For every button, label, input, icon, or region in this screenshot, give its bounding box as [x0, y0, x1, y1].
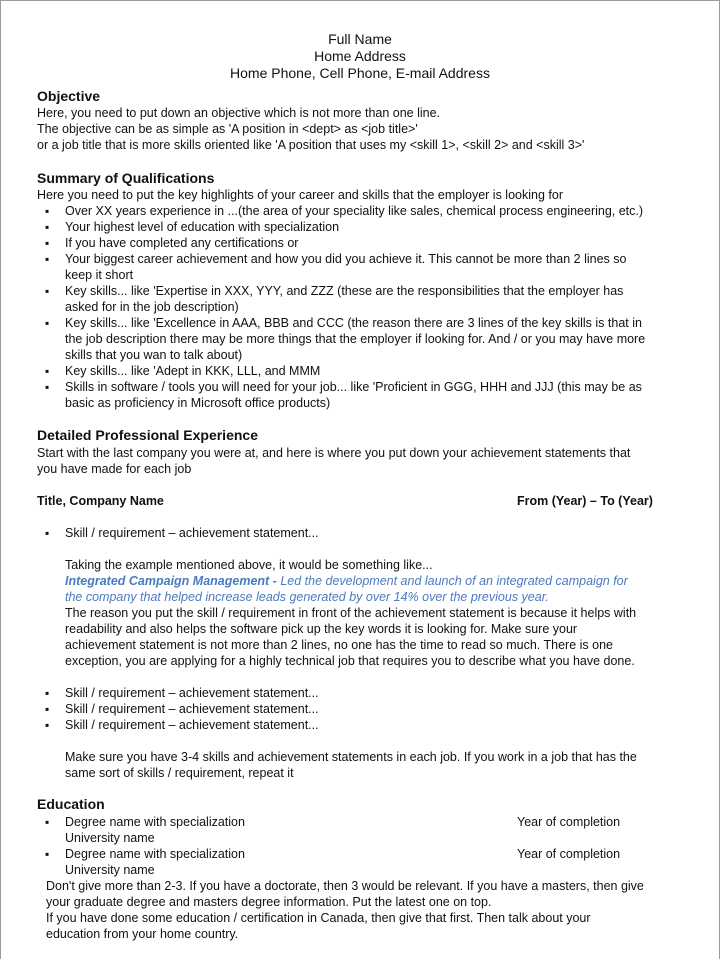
- summary-item: Your highest level of education with specialization: [65, 220, 340, 234]
- contact-info: Home Phone, Cell Phone, E-mail Address: [230, 65, 490, 81]
- bullet-icon: ▪: [45, 220, 50, 234]
- example-line: [65, 573, 628, 589]
- experience-intro: you have made for each job: [37, 462, 192, 476]
- bullet-icon: ▪: [45, 702, 50, 716]
- bullet-icon: ▪: [45, 204, 50, 218]
- university-name: University name: [65, 863, 155, 877]
- education-note: If you have done some education / certification in Canada, then give that first. Then talk about your: [46, 911, 591, 925]
- education-note: your graduate degree and masters degree information. Put the latest one on top.: [46, 895, 492, 909]
- degree-year: Year of completion: [517, 847, 621, 861]
- bullet-icon: ▪: [45, 364, 50, 378]
- reason-line: The reason you put the skill / requirement in front of the achievement statement is because it helps with: [65, 606, 637, 620]
- bullet-icon: ▪: [45, 316, 50, 330]
- education-note: Don't give more than 2-3. If you have a doctorate, then 3 would be relevant. If you have a masters, then give: [46, 879, 644, 893]
- bullet-icon: ▪: [45, 236, 50, 250]
- summary-item: Key skills... like 'Adept in KKK, LLL, and MMM: [65, 364, 321, 378]
- job-title: Title, Company Name: [37, 494, 164, 508]
- skill-statement: Skill / requirement – achievement statement...: [65, 718, 319, 732]
- summary-heading: Summary of Qualifications: [37, 170, 215, 186]
- full-name: Full Name: [328, 31, 392, 47]
- bullet-icon: ▪: [45, 847, 50, 861]
- experience-intro: Start with the last company you were at, and here is where you put down your achievement statements that: [37, 446, 631, 460]
- reason-line: achievement statement is not more than 2 lines, no one has the time to read so much. There is one: [65, 638, 613, 652]
- bullet-icon: ▪: [45, 686, 50, 700]
- job-dates: From (Year) – To (Year): [517, 494, 653, 508]
- example-title: Integrated Campaign Management -: [65, 574, 281, 588]
- education-note: education from your home country.: [46, 927, 239, 941]
- home-address: Home Address: [314, 48, 406, 64]
- summary-item: keep it short: [65, 268, 134, 282]
- summary-item: Key skills... like 'Excellence in AAA, BBB and CCC (the reason there are 3 lines of the key skills is that in: [65, 316, 642, 330]
- example-intro: Taking the example mentioned above, it would be something like...: [65, 558, 433, 572]
- example-text: the company that helped increase leads generated by over 14% over the previous year.: [65, 590, 549, 604]
- experience-note: Make sure you have 3-4 skills and achievement statements in each job. If you work in a job that has the: [65, 750, 637, 764]
- summary-intro: Here you need to put the key highlights of your career and skills that the employer is looking for: [37, 188, 563, 202]
- bullet-icon: ▪: [45, 718, 50, 732]
- summary-item: Skills in software / tools you will need for your job... like 'Proficient in GGG, HHH and JJJ (this may be as: [65, 380, 642, 394]
- summary-item: Key skills... like 'Expertise in XXX, YYY, and ZZZ (these are the responsibilities that the employer has: [65, 284, 624, 298]
- summary-item: asked for in the job description): [65, 300, 239, 314]
- summary-item: skills that you wan to talk about): [65, 348, 243, 362]
- degree-year: Year of completion: [517, 815, 621, 829]
- bullet-icon: ▪: [45, 815, 50, 829]
- bullet-icon: ▪: [45, 380, 50, 394]
- summary-item: basic as proficiency in Microsoft office products): [65, 396, 331, 410]
- education-heading: Education: [37, 796, 105, 812]
- experience-heading: Detailed Professional Experience: [37, 427, 258, 443]
- skill-statement: Skill / requirement – achievement statement...: [65, 702, 319, 716]
- objective-line: or a job title that is more skills oriented like 'A position that uses my <skill 1>, <skill 2> and <skill 3>': [37, 138, 585, 152]
- bullet-icon: ▪: [45, 526, 50, 540]
- summary-item: the job description there may be more things that the employer if looking for. And / or you may have more: [65, 332, 646, 346]
- skill-statement: Skill / requirement – achievement statement...: [65, 526, 319, 540]
- objective-heading: Objective: [37, 88, 101, 104]
- objective-line: The objective can be as simple as 'A position in <dept> as <job title>': [37, 122, 418, 136]
- summary-item: Over XX years experience in ...(the area of your speciality like sales, chemical process engineering, etc.): [65, 204, 644, 218]
- summary-item: Your biggest career achievement and how you did you achieve it. This cannot be more than 2 lines so: [65, 252, 627, 266]
- university-name: University name: [65, 831, 155, 845]
- objective-line: Here, you need to put down an objective which is not more than one line.: [37, 106, 441, 120]
- experience-note: same sort of skills / requirement, repeat it: [65, 766, 294, 780]
- reason-line: readability and also helps the software pick up the key words it is looking for. Make sure your: [65, 622, 578, 636]
- summary-item: If you have completed any certifications or: [65, 236, 299, 250]
- degree-name: Degree name with specialization: [65, 847, 245, 861]
- bullet-icon: ▪: [45, 252, 50, 266]
- example-text: Led the development and launch of an integrated campaign for: [280, 574, 628, 588]
- degree-name: Degree name with specialization: [65, 815, 245, 829]
- skill-statement: Skill / requirement – achievement statement...: [65, 686, 319, 700]
- bullet-icon: ▪: [45, 284, 50, 298]
- reason-line: exception, you are applying for a highly technical job that requires you to describe what you have done.: [65, 654, 635, 668]
